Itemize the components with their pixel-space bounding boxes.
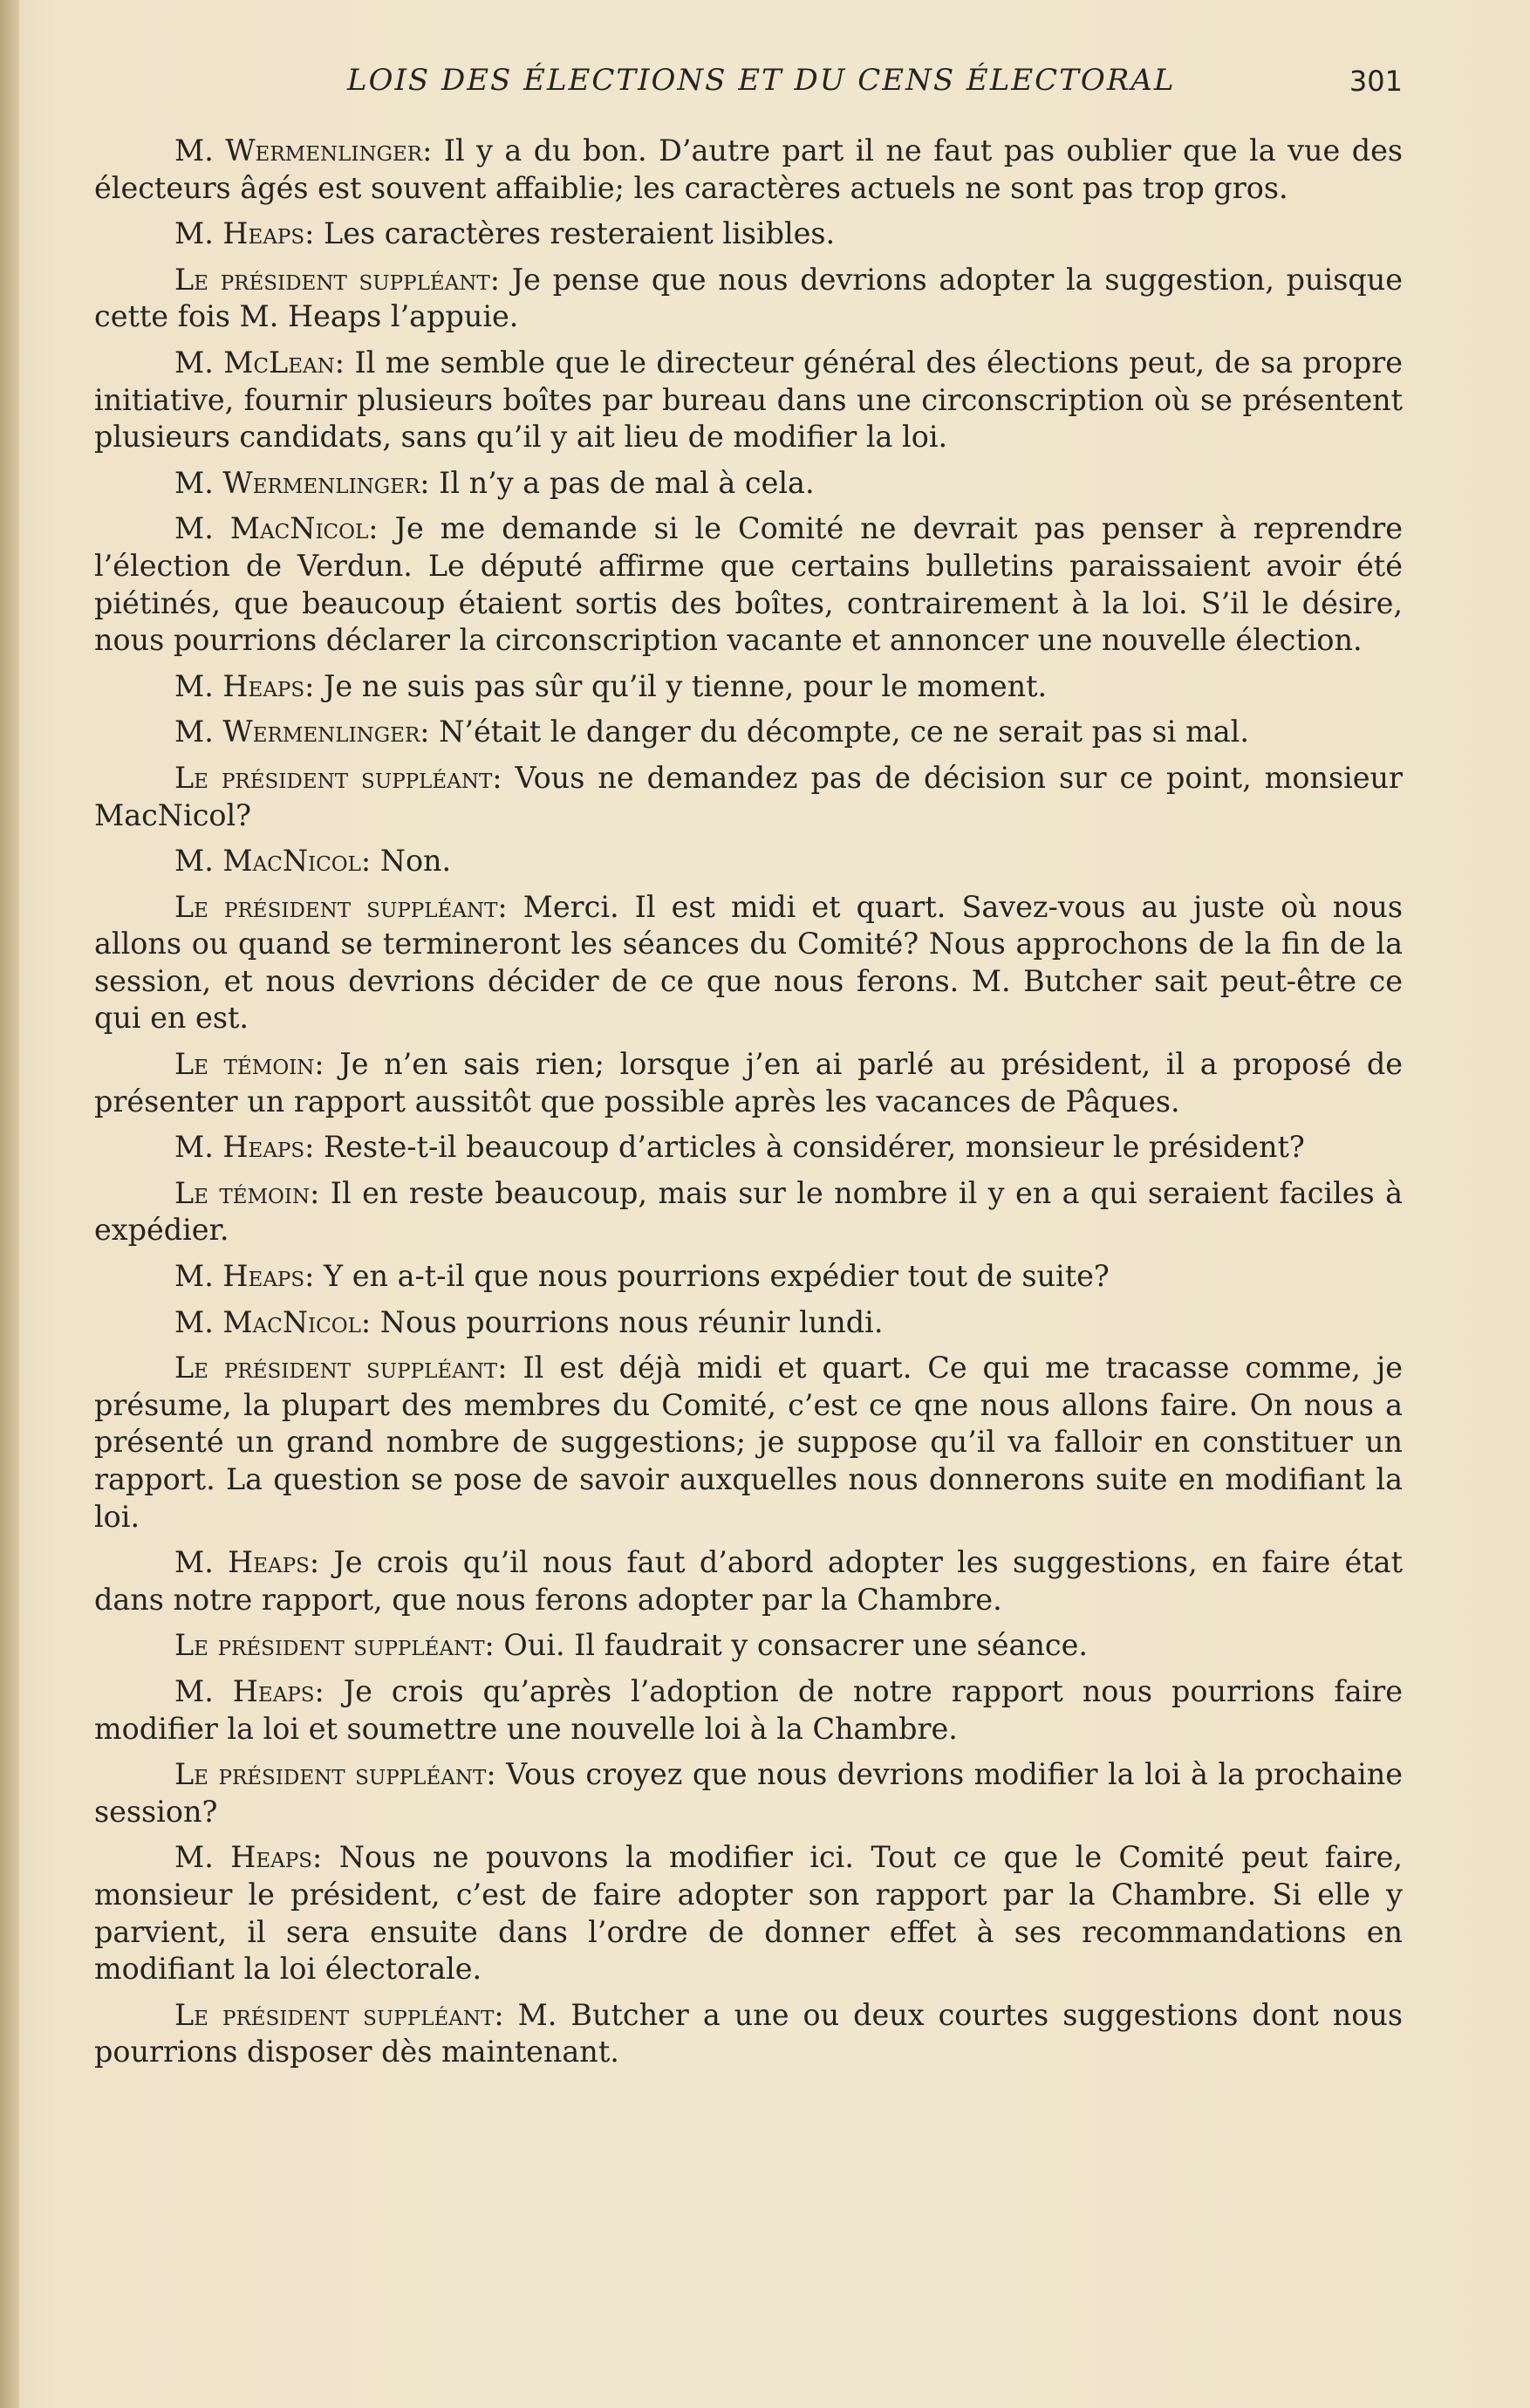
speech-text: : Je n’en sais rien; lorsque j’en ai parlé au président, il a proposé de présenter un rapport aussitôt que possible après les vacances de Pâques.: [94, 1047, 1404, 1118]
speech-text: : Je me demande si le Comité ne devrait pas penser à reprendre l’élection de Verdun. Le député affirme que certains bulletins paraissaient avoir été piétinés, que beaucoup étaient sortis des boîtes, contrairement à la loi. S’il le désire, nous pourrions déclarer la circonscription vacante et annoncer une nouvelle élection.: [94, 511, 1403, 658]
speaker-name: M. MacNicol: [174, 511, 369, 546]
speaker-name: M. Wermenlinger: [174, 133, 423, 168]
page-number: 301: [1349, 65, 1403, 98]
speaker-name: M. Heaps: [174, 668, 305, 703]
speaker-name: Le président suppléant: [174, 889, 498, 924]
speech-text: : Il en reste beaucoup, mais sur le nombre il y en a qui seraient faciles à expédier.: [94, 1175, 1403, 1248]
paragraph: [94, 215, 1403, 253]
speaker-name: Le témoin: [174, 1175, 311, 1210]
speech-text: : Nous ne pouvons la modifier ici. Tout ce que le Comité peut faire, monsieur le président, c’est de faire adopter son rapport par la Chambre. Si elle y parvient, il sera ensuite dans l’ordre de donner effet à ses recommandations en modifiant la loi électorale.: [94, 1840, 1404, 1987]
paragraph: [94, 1756, 1403, 1830]
paragraph: [94, 345, 1403, 456]
speech-text: : Vous ne demandez pas de décision sur ce point, monsieur MacNicol?: [94, 760, 1403, 832]
speaker-name: M. McLean: [174, 345, 335, 380]
speech-text: : Oui. Il faudrait y consacrer une séance.: [484, 1628, 1089, 1663]
paragraph: [94, 1350, 1403, 1536]
paragraph: [94, 510, 1403, 659]
paragraph: [94, 843, 1403, 880]
paragraph: [94, 262, 1403, 336]
speech-text: : Je ne suis pas sûr qu’il y tienne, pour le moment.: [304, 668, 1048, 703]
speaker-name: M. Heaps: [174, 1840, 313, 1875]
speech-text: : Les caractères resteraient lisibles.: [304, 216, 836, 251]
speaker-name: M. Wermenlinger: [174, 465, 420, 500]
paragraph: [94, 668, 1403, 706]
speech-text: : Vous croyez que nous devrions modifier la loi à la prochaine session?: [94, 1757, 1403, 1829]
paragraph: [94, 889, 1403, 1037]
speech-text: : Je pense que nous devrions adopter la suggestion, puisque cette fois M. Heaps l’appuie.: [94, 262, 1403, 334]
transcript-body: [94, 133, 1403, 2080]
speech-text: : Je crois qu’après l’adoption de notre rapport nous pourrions faire modifier la loi et soumettre une nouvelle loi à la Chambre.: [94, 1673, 1404, 1746]
paragraph: [94, 1258, 1403, 1296]
speaker-name: M. Heaps: [174, 1545, 310, 1580]
speaker-name: M. MacNicol: [174, 844, 361, 879]
speaker-name: M. MacNicol: [174, 1304, 361, 1339]
speaker-name: Le président suppléant: [174, 1628, 485, 1663]
speech-text: : Non.: [360, 844, 452, 879]
speech-text: : Il y a du bon. D’autre part il ne faut pas oublier que la vue des électeurs âgés est souvent affaiblie; les caractères actuels ne sont pas trop gros.: [94, 133, 1403, 205]
speaker-name: M. Wermenlinger: [174, 715, 420, 749]
paragraph: [94, 1627, 1403, 1665]
paragraph: [94, 133, 1403, 207]
speaker-name: M. Heaps: [174, 1259, 305, 1294]
paragraph: [94, 1997, 1403, 2071]
speaker-name: Le président suppléant: [174, 262, 490, 297]
paragraph: [94, 1673, 1403, 1748]
speaker-name: M. Heaps: [174, 1130, 305, 1165]
speech-text: : Reste-t-il beaucoup d’articles à considérer, monsieur le président?: [304, 1130, 1305, 1165]
speaker-name: Le président suppléant: [174, 1757, 487, 1792]
paragraph: [94, 1175, 1403, 1249]
speaker-name: Le président suppléant: [174, 1997, 495, 2032]
running-header: [94, 63, 1403, 106]
speech-text: : Il me semble que le directeur général des élections peut, de sa propre initiative, fournir plusieurs boîtes par bureau dans une circonscription où se présentent plusieurs candidats, sans qu’il y ait lieu de modifier la loi.: [94, 345, 1404, 455]
speech-text: : Il n’y a pas de mal à cela.: [420, 465, 815, 500]
paragraph: [94, 760, 1403, 834]
speaker-name: M. Heaps: [174, 216, 305, 251]
page-binding-edge: [0, 0, 19, 2408]
speech-text: : Nous pourrions nous réunir lundi.: [360, 1304, 884, 1339]
paragraph: [94, 1129, 1403, 1166]
speaker-name: Le témoin: [174, 1047, 315, 1082]
speaker-name: M. Heaps: [174, 1673, 315, 1708]
speaker-name: Le président suppléant: [174, 760, 493, 795]
speech-text: : M. Butcher a une ou deux courtes suggestions dont nous pourrions disposer dès maintenant.: [94, 1997, 1403, 2069]
paragraph: [94, 465, 1403, 503]
paragraph: [94, 1544, 1403, 1618]
running-title: LOIS DES ÉLECTIONS ET DU CENS ÉLECTORAL: [347, 63, 1176, 98]
speaker-name: Le président suppléant: [174, 1351, 498, 1385]
paragraph: [94, 1304, 1403, 1342]
speech-text: : N’était le danger du décompte, ce ne serait pas si mal.: [420, 715, 1249, 749]
speech-text: : Je crois qu’il nous faut d’abord adopter les suggestions, en faire état dans notre rapport, que nous ferons adopter par la Chambre.: [94, 1545, 1404, 1617]
paragraph: [94, 714, 1403, 751]
speech-text: : Il est déjà midi et quart. Ce qui me tracasse comme, je présume, la plupart des membres du Comité, c’est ce qne nous allons faire. On nous a présenté un grand nombre de suggestions; je suppose qu’il va falloir en constituer un rapport. La question se pose de savoir auxquelles nous donnerons suite en modifiant la loi.: [94, 1351, 1403, 1534]
paragraph: [94, 1839, 1403, 1987]
speech-text: : Merci. Il est midi et quart. Savez-vous au juste où nous allons ou quand se termineront les séances du Comité? Nous approchons de la fin de la session, et nous devrions décider de ce que nous ferons. M. Butcher sait peut-être ce qui en est.: [94, 889, 1403, 1036]
paragraph: [94, 1046, 1403, 1120]
speech-text: : Y en a-t-il que nous pourrions expédier tout de suite?: [304, 1259, 1110, 1294]
